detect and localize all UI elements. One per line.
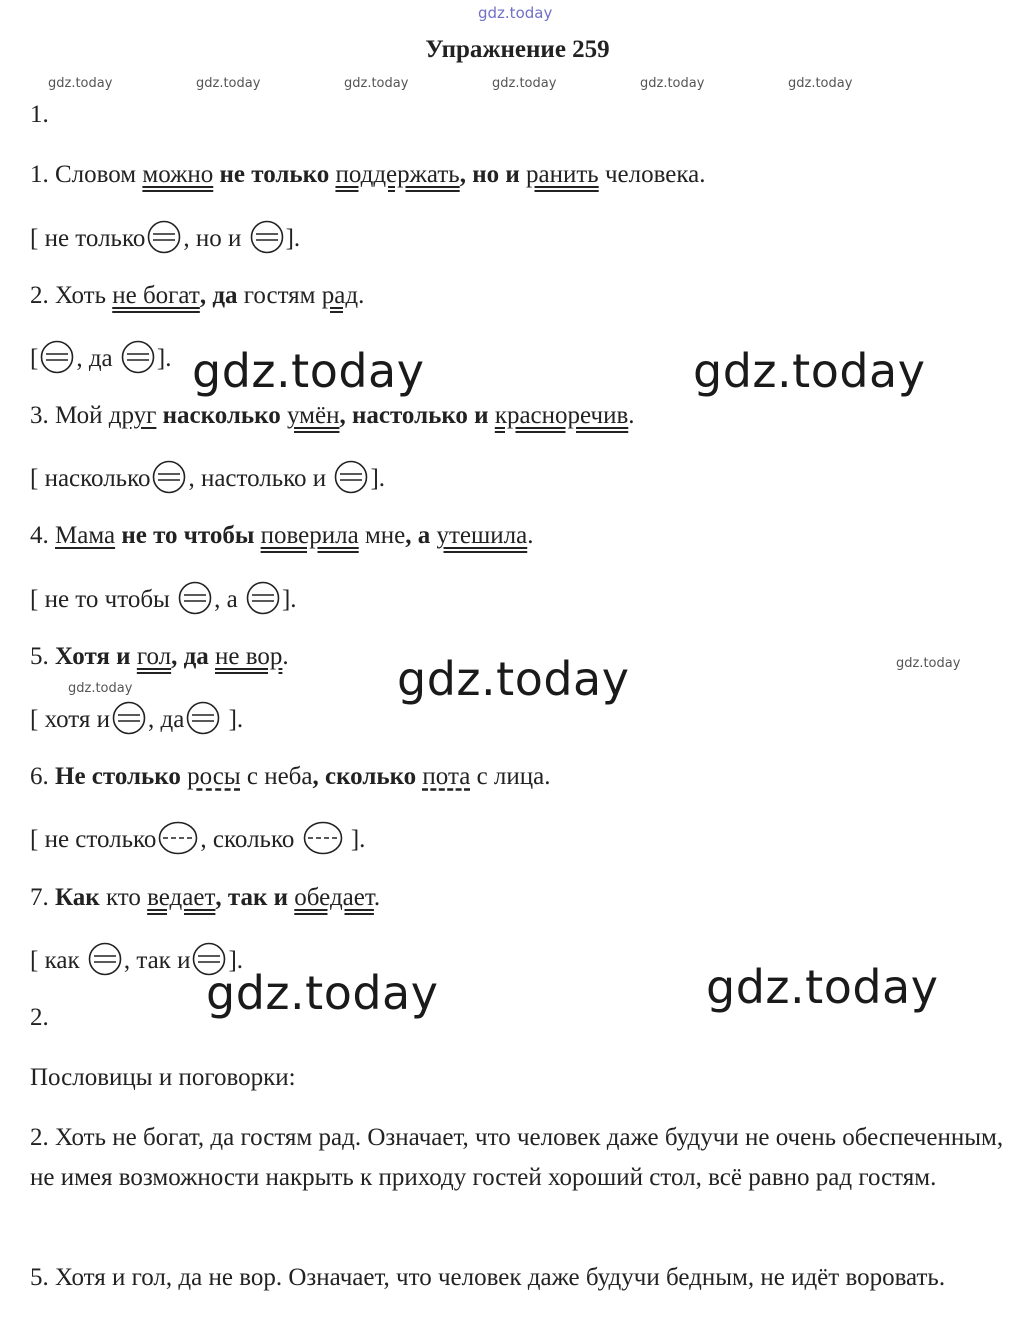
watermark-big: gdz.today [706, 960, 939, 1014]
watermark-top: gdz.today [478, 4, 553, 22]
punctuation: . [358, 282, 365, 309]
scheme-close: ]. [370, 465, 386, 492]
sentence-number: 1. [30, 161, 49, 188]
predicate: не вор [215, 643, 283, 670]
scheme-open: [ как [30, 947, 80, 974]
watermark-small: gdz.today [48, 76, 113, 91]
scheme-open: [ не столько [30, 826, 157, 853]
scheme-1 [30, 220, 300, 255]
nominal-circle-icon [158, 821, 198, 855]
scheme-close: ]. [228, 706, 244, 733]
predicate-circle-icon [112, 701, 146, 735]
punctuation: . [527, 522, 534, 549]
predicate-circle-icon [147, 220, 181, 254]
conjunction: , но и [459, 161, 520, 188]
punctuation: . [373, 884, 381, 911]
section-label: 1. [30, 101, 49, 128]
watermark-small: gdz.today [492, 76, 557, 91]
predicate: ранить [526, 161, 599, 188]
predicate-circle-icon [88, 942, 122, 976]
scheme-open: [ не только [30, 225, 146, 252]
word: человека. [604, 161, 706, 188]
explanation-paragraph: 2. Хоть не богат, да гостям рад. Означает, что человек даже будучи не очень обеспеченным, не имея возможности накрыть к приходу гостей хороший стол, всё равно рад гостям. [30, 1124, 1004, 1191]
predicate: не богат [112, 282, 200, 309]
conjunction: Хотя и [55, 643, 131, 670]
scheme-mid: , а [214, 586, 238, 613]
predicate: рад [321, 282, 359, 309]
scheme-5 [30, 701, 243, 736]
section-label: 2. [30, 1004, 49, 1031]
predicate-circle-icon [178, 581, 212, 615]
page-title: Упражнение 259 [425, 36, 610, 63]
predicate-circle-icon [186, 701, 220, 735]
sentence-number: 7. [30, 884, 49, 911]
sentence-number: 4. [30, 522, 49, 549]
watermark-small: gdz.today [344, 76, 409, 91]
conjunction: , да [171, 643, 209, 670]
predicate-circle-icon [250, 220, 284, 254]
word: гостям [243, 282, 316, 309]
punctuation: . [282, 643, 289, 670]
subject: Мама [55, 522, 116, 549]
watermark-big: gdz.today [397, 652, 630, 706]
word: с неба [246, 763, 313, 790]
scheme-3 [30, 460, 385, 495]
scheme-6 [30, 821, 365, 856]
predicate-circle-icon [152, 460, 186, 494]
watermark-small: gdz.today [788, 76, 853, 91]
scheme-close: ]. [281, 586, 297, 613]
conjunction: , а [405, 522, 431, 549]
watermark-big: gdz.today [206, 966, 439, 1020]
nominal-circle-icon [303, 821, 343, 855]
sentence-2 [30, 280, 364, 312]
nominal-predicate: пота [422, 763, 471, 790]
predicate: умён [286, 402, 340, 429]
sentence-number: 6. [30, 763, 49, 790]
scheme-close: ]. [350, 826, 366, 853]
nominal-predicate: росы [187, 763, 241, 790]
scheme-4 [30, 581, 297, 616]
watermark-small: gdz.today [68, 681, 133, 696]
conjunction: , так и [215, 884, 289, 911]
conjunction: не только [219, 161, 330, 188]
predicate-circle-icon [334, 460, 368, 494]
conjunction: , да [199, 282, 238, 309]
scheme-2 [30, 340, 171, 375]
predicate: гол [136, 643, 172, 670]
watermark-small: gdz.today [196, 76, 261, 91]
scheme-7 [30, 942, 243, 977]
conjunction: Как [55, 884, 100, 911]
predicate: красноречив [494, 402, 629, 429]
sentence-number: 3. Мой [30, 402, 103, 429]
sentence-number: 5. [30, 643, 49, 670]
predicate-circle-icon [121, 340, 155, 374]
predicate: поддержать [335, 161, 460, 188]
scheme-mid: , настолько и [188, 465, 327, 492]
predicate-circle-icon [192, 942, 226, 976]
word: с лица. [476, 763, 551, 790]
scheme-mid: , сколько [200, 826, 295, 853]
conjunction: Не столько [55, 763, 181, 790]
explanation-paragraph: 5. Хотя и гол, да не вор. Означает, что человек даже будучи бедным, не идёт воровать. [30, 1264, 946, 1291]
scheme-close: ]. [156, 345, 172, 372]
conjunction: , сколько [312, 763, 417, 790]
proverbs-heading: Пословицы и поговорки: [30, 1064, 296, 1091]
scheme-close: ]. [228, 947, 244, 974]
conjunction: насколько [162, 402, 281, 429]
watermark-big: gdz.today [693, 344, 926, 398]
sentence-6 [30, 761, 551, 793]
sentence-number: 2. Хоть [30, 282, 106, 309]
predicate: можно [142, 161, 214, 188]
predicate-circle-icon [246, 581, 280, 615]
watermark-small: gdz.today [896, 656, 961, 671]
word: мне [364, 522, 406, 549]
scheme-open: [ хотя и [30, 706, 111, 733]
sentence-5 [30, 641, 289, 673]
sentence-4 [30, 520, 533, 552]
word: кто [105, 884, 141, 911]
scheme-mid: , так и [123, 947, 191, 974]
predicate: ведает [147, 884, 216, 911]
scheme-open: [ насколько [30, 465, 151, 492]
scheme-open: [ [30, 345, 39, 372]
conjunction: , настолько и [339, 402, 489, 429]
sentence-1 [30, 159, 705, 191]
scheme-mid: , но и [183, 225, 242, 252]
predicate: обедает [294, 884, 374, 911]
punctuation: . [628, 402, 635, 429]
predicate: поверила [260, 522, 359, 549]
subject: друг [108, 402, 157, 429]
scheme-mid: , да [76, 345, 113, 372]
word: Словом [55, 161, 137, 188]
scheme-mid: , да [148, 706, 185, 733]
watermark-small: gdz.today [640, 76, 705, 91]
predicate-circle-icon [40, 340, 74, 374]
sentence-3 [30, 400, 635, 432]
scheme-close: ]. [285, 225, 301, 252]
sentence-7 [30, 882, 380, 914]
predicate: утешила [436, 522, 528, 549]
scheme-open: [ не то чтобы [30, 586, 170, 613]
watermark-big: gdz.today [192, 344, 425, 398]
conjunction: не то чтобы [121, 522, 255, 549]
